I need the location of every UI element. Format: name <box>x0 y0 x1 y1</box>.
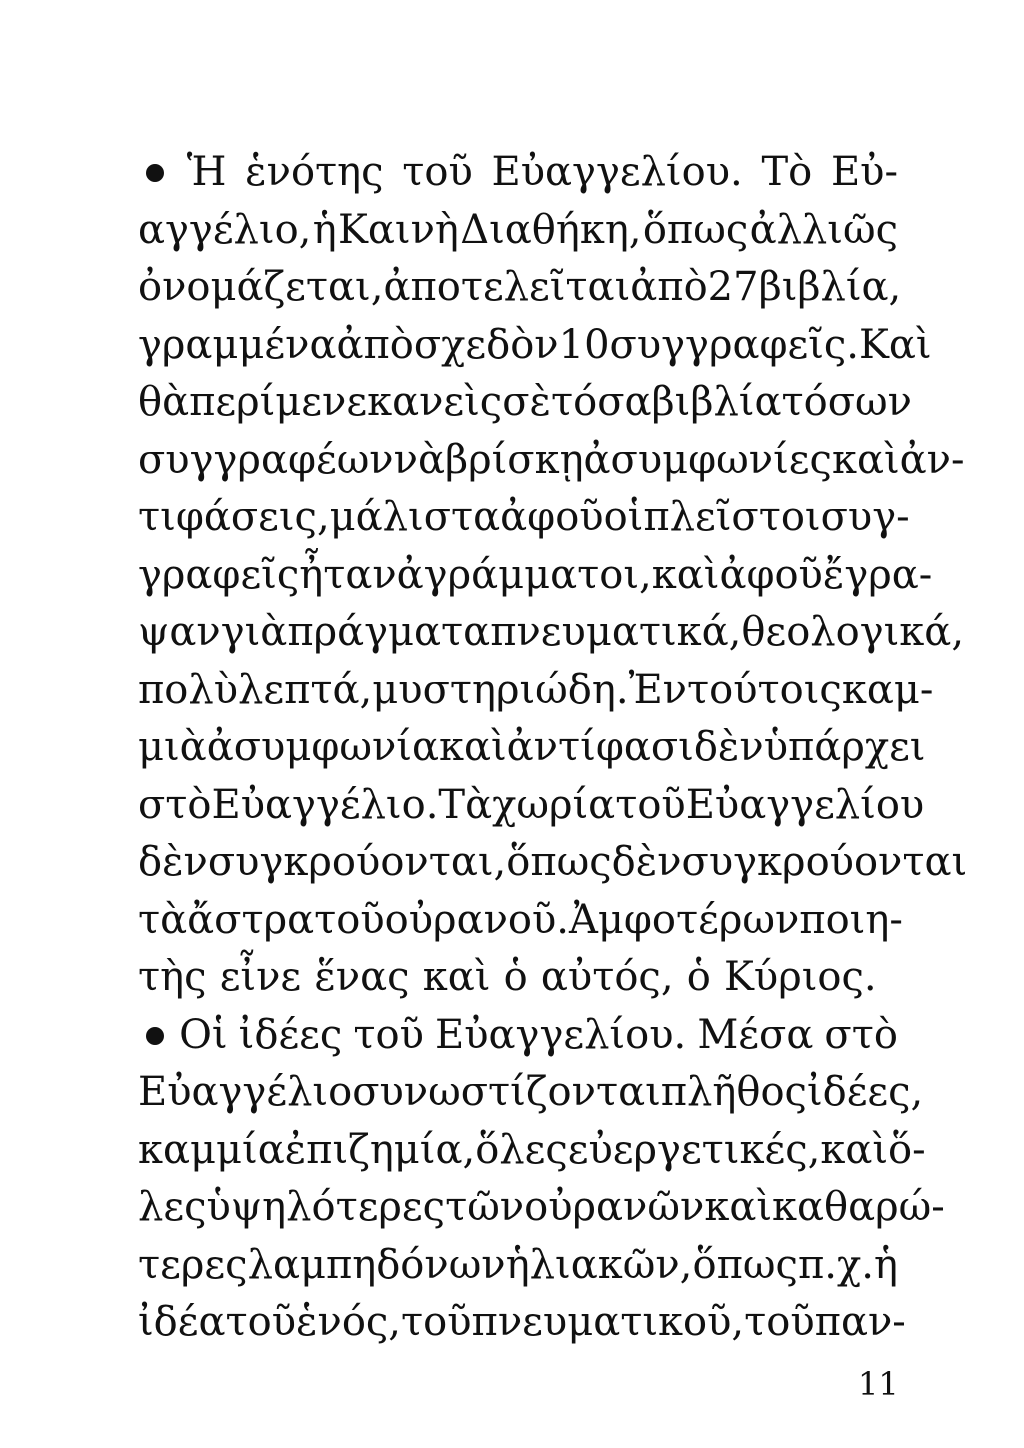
word: ἦταν <box>299 551 397 598</box>
word: πλεῖστοι <box>643 494 821 540</box>
text-line <box>138 1179 945 1237</box>
word: καὶ <box>438 724 507 770</box>
bullet-icon <box>146 1027 164 1045</box>
word: τόσα <box>550 379 652 425</box>
word: ἄστρα <box>187 896 315 943</box>
word: καὶ <box>820 1126 889 1173</box>
word: ἡ <box>312 206 337 253</box>
word: οἱ <box>603 494 644 540</box>
word: Εὐαγγελίου. <box>491 149 743 195</box>
word: καμμία <box>138 1126 285 1173</box>
word: ἀντίφασι <box>506 724 694 770</box>
text-line <box>138 202 898 260</box>
word: τοῦ <box>353 1011 424 1058</box>
word: κανεὶς <box>367 379 503 425</box>
word: ἔγρα- <box>822 551 933 598</box>
word: λαμπηδόνων <box>247 1241 506 1288</box>
word: τοῦ <box>744 1299 815 1345</box>
word: πολὺ <box>138 666 239 713</box>
text-line <box>138 144 898 202</box>
word: μιὰ <box>138 724 207 770</box>
text-line <box>138 1237 898 1295</box>
word: θεολογικά, <box>741 609 965 655</box>
word: γιὰ <box>220 609 288 655</box>
word: ἰδέες, <box>806 1069 924 1115</box>
word: καὶ <box>422 954 491 1000</box>
word: στὸ <box>138 781 212 828</box>
word: ὁ <box>686 954 711 1000</box>
word: ἡλιακῶν, <box>505 1241 693 1288</box>
word: πνευματικοῦ, <box>471 1299 745 1345</box>
word: Ἀμφοτέρων <box>569 896 800 943</box>
word: ἀν- <box>899 436 965 483</box>
word: γραφεῖς <box>138 551 300 598</box>
word: συγγραφέων <box>138 436 394 483</box>
word: σὲ <box>502 379 551 425</box>
word: ἀσυμφωνία <box>206 724 439 770</box>
page-number: 11 <box>858 1365 899 1403</box>
word: οὐρανοῦ. <box>384 896 570 943</box>
word: Ἡ <box>186 149 227 195</box>
word: ὁ <box>503 954 528 1000</box>
word: Τὰ <box>438 781 493 828</box>
word: αὐτός, <box>540 954 674 1000</box>
word: λες <box>138 1184 207 1230</box>
word: ὑψηλότερες <box>206 1184 446 1230</box>
word: καὶ <box>704 1184 773 1230</box>
text-line <box>138 547 933 605</box>
word: τοῦ <box>314 896 385 943</box>
word: νὰ <box>393 436 445 483</box>
word: τιφάσεις, <box>138 494 330 540</box>
text-line <box>138 777 925 835</box>
word: λεπτά, <box>238 666 373 713</box>
word: παν- <box>814 1299 906 1345</box>
word: χωρία <box>492 781 616 828</box>
word: ἑνότης <box>245 149 384 195</box>
word: δὲν <box>693 724 764 770</box>
word: τούτοις <box>687 666 842 713</box>
word: πλῆθος <box>660 1069 807 1115</box>
word: Διαθήκη, <box>460 206 642 253</box>
text-line <box>138 317 932 375</box>
word: τῶν <box>445 1184 525 1230</box>
word: Οἱ <box>179 1011 228 1058</box>
word: τοῦ <box>402 149 473 195</box>
text-line <box>138 1064 924 1122</box>
word: ἕνας <box>314 954 410 1000</box>
word: αγγέλιο, <box>138 206 312 253</box>
word: Εὐαγγέλιο. <box>211 781 439 828</box>
text-line <box>138 259 902 317</box>
word: πράγματα <box>287 609 491 655</box>
text-line <box>138 719 926 777</box>
word: εἶνε <box>219 954 302 1000</box>
word: ὅπως <box>506 839 612 885</box>
word: δὲν <box>611 839 682 885</box>
word: πνευματικά, <box>490 609 742 655</box>
word: Εὐ- <box>830 149 898 195</box>
word: τοῦ <box>225 1299 297 1345</box>
body-text <box>138 144 968 1352</box>
word: τερες <box>138 1241 248 1288</box>
word: καθαρώ- <box>772 1184 945 1230</box>
word: συγγραφεῖς. <box>609 321 860 368</box>
word: τὰ <box>138 896 188 943</box>
text-line <box>138 1294 906 1352</box>
text-line <box>138 892 903 950</box>
word: ἑνός, <box>296 1299 402 1345</box>
word: ὅλες <box>475 1126 568 1173</box>
word: Εὐαγγελίου <box>685 781 925 828</box>
word: ὀνομάζεται, <box>138 264 384 310</box>
bullet-icon <box>146 164 164 182</box>
word: ἰδέα <box>138 1299 226 1345</box>
word: γραμμένα <box>138 321 337 368</box>
word: ἀποτελεῖται <box>383 264 631 310</box>
word: τὴς <box>138 954 207 1000</box>
text-line <box>138 604 965 662</box>
word: ἀγράμματοι, <box>396 551 652 598</box>
word: ἀλλιῶς <box>749 206 898 253</box>
word: ποιη- <box>799 896 903 943</box>
word: καὶ <box>651 551 720 598</box>
word: ἀσυμφωνίες <box>583 436 832 483</box>
word: σχεδὸν <box>413 321 559 368</box>
word: συνωστίζονται <box>352 1069 661 1115</box>
word: εὐεργετικές, <box>567 1126 821 1173</box>
word: συγ- <box>820 494 910 540</box>
word: βρίσκῃ <box>444 436 584 483</box>
word: ἀπὸ <box>336 321 414 368</box>
word: καὶ <box>831 436 900 483</box>
word: ἀφοῦ <box>500 494 604 540</box>
word: βιβλία, <box>758 264 902 310</box>
word: μυστηριώδη. <box>372 666 629 713</box>
word: θὰ <box>138 379 190 425</box>
text-line <box>138 432 965 490</box>
word: 10 <box>558 321 610 368</box>
word: ἐπιζημία, <box>284 1126 476 1173</box>
word: 27 <box>707 264 759 310</box>
text-line <box>138 834 968 892</box>
text-line <box>138 1122 926 1180</box>
word: Τὸ <box>761 149 813 195</box>
word: τοῦ <box>401 1299 472 1345</box>
word: ὑπάρχει <box>763 724 926 770</box>
word: ψαν <box>138 609 221 655</box>
word: Ἐν <box>628 666 687 713</box>
word: μάλιστα <box>329 494 501 540</box>
word: καμ- <box>841 666 934 713</box>
word: στὸ <box>824 1011 898 1058</box>
word: π.χ. <box>797 1241 874 1288</box>
word: ἀφοῦ <box>719 551 823 598</box>
word: Εὐαγγέλιο <box>138 1069 353 1115</box>
word: ὅ- <box>888 1126 926 1173</box>
text-line <box>138 662 934 720</box>
word: ἡ <box>874 1241 898 1288</box>
word: περίμενε <box>189 379 368 425</box>
word: Εὐαγγελίου. <box>435 1011 687 1058</box>
word: Μέσα <box>697 1011 814 1058</box>
word: συγκρούονται, <box>207 839 507 885</box>
word: οὐρανῶν <box>524 1184 705 1230</box>
text-line <box>138 949 898 1007</box>
word: τοῦ <box>615 781 686 828</box>
word: ὅπως <box>692 1241 798 1288</box>
text-line <box>138 489 910 547</box>
text-line <box>138 374 912 432</box>
word: Καινὴ <box>338 206 459 253</box>
word: Κύριος. <box>724 954 877 1000</box>
word: τόσων <box>781 379 912 425</box>
word: δὲν <box>138 839 208 885</box>
word: ὅπως <box>642 206 749 253</box>
text-line <box>138 1007 898 1065</box>
word: ἀπὸ <box>630 264 708 310</box>
word: ἰδέες <box>238 1011 343 1058</box>
word: Καὶ <box>859 321 932 368</box>
word: συγκρούονται <box>681 839 968 885</box>
word: βιβλία <box>651 379 782 425</box>
